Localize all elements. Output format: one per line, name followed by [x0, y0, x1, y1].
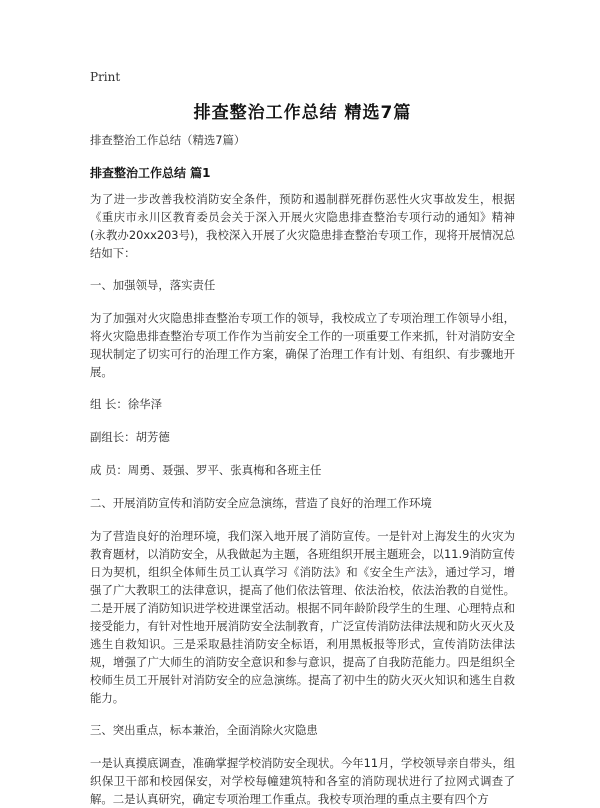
- page-title: 排查整治工作总结 精选7篇: [193, 103, 412, 123]
- print-link[interactable]: Print: [90, 70, 121, 84]
- intro-paragraph: 为了进一步改善我校消防安全条件，预防和遏制群死群伤恶性火灾事故发生，根据《重庆市永川区教育委员会关于深入开展火灾隐患排查整治专项行动的通知》精神(永教办20xx203号)，我校深入开展了火灾隐患排查整治专项工作，现将开展情况总结如下：: [90, 192, 515, 260]
- section-heading: 排查整治工作总结 篇1: [90, 166, 211, 180]
- deputy-line: 副组长：胡芳德: [90, 430, 170, 444]
- paragraph-1: 为了加强对火灾隐患排查整治专项工作的领导，我校成立了专项治理工作领导小组，将火灾隐患排查整治专项工作作为当前安全工作的一项重要工作来抓，针对消防安全现状制定了切实可行的治理工作方案，确保了治理工作有计划、有组织、有步骤地开展。: [90, 311, 515, 379]
- paragraph-3: 一是认真摸底调查，准确掌握学校消防安全现状。今年11月，学校领导亲自带头，组织保卫干部和校园保安，对学校每幢建筑特和各室的消防现状进行了拉网式调查了解。二是认真研究，确定专项治理工作重点。我校专项治理的重点主要有四个方: [90, 756, 515, 806]
- members-line: 成 员：周勇、聂强、罗平、张真梅和各班主任: [90, 463, 322, 477]
- document-body: [90, 131, 515, 808]
- subheading-2: 二、开展消防宣传和消防安全应急演练，营造了良好的治理工作环境: [90, 496, 432, 510]
- subheading-3: 三、突出重点，标本兼治，全面消除火灾隐患: [90, 723, 318, 737]
- paragraph-2: 为了营造良好的治理环境，我们深入地开展了消防宣传。一是针对上海发生的火灾为教育题材，以消防安全，从我做起为主题，各班组织开展主题班会，以11.9消防宣传日为契机，组织全体师生员工认真学习《消防法》和《安全生产法》，通过学习，增强了广大教职工的法律意识，提高了他们依法管理、依法治校，依法治教的自觉性。二是开展了消防知识进学校进课堂活动。根据不同年龄阶段学生的生理、心理特点和接受能力，有针对性地开展消防安全法制教育，广泛宣传消防法律法规和防火灭火及逃生自救知识。三是采取悬挂消防安全标语，利用黑板报等形式，宣传消防法律法规，增强了广大师生的消防安全意识和参与意识，提高了自我防范能力。四是组织全校师生员工开展针对消防安全的应急演练。提高了初中生的防火灭火知识和逃生自救能力。: [90, 529, 515, 705]
- subheading-1: 一、加强领导，落实责任: [90, 278, 216, 292]
- subtitle: 排查整治工作总结（精选7篇）: [90, 133, 246, 147]
- leader-line: 组 长：徐华泽: [90, 397, 162, 411]
